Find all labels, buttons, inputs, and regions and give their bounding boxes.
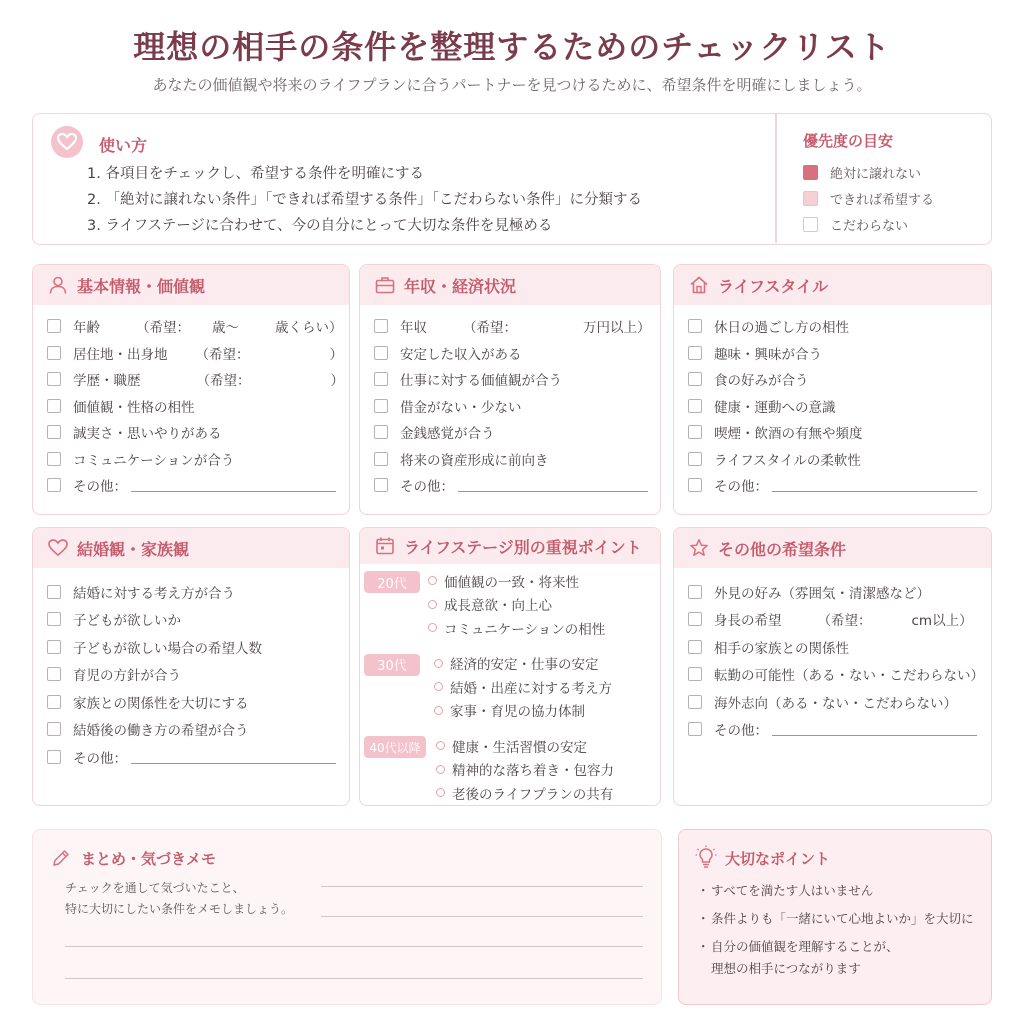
stage-point — [434, 652, 612, 676]
item-label: 身長の希望 — [714, 613, 782, 630]
item-hint: ） — [329, 346, 343, 363]
stage-point-text: 健康・生活習慣の安定 — [452, 739, 587, 756]
item-label: ライフスタイルの柔軟性 — [714, 452, 861, 469]
card-header — [33, 265, 349, 305]
stage-point — [434, 675, 612, 699]
memo-line: チェックを通して気づいたこと、 — [65, 881, 245, 895]
memo-write-line[interactable] — [65, 946, 643, 947]
stage-point-text: 経済的安定・仕事の安定 — [450, 657, 599, 674]
priority-label: できれば希望する — [830, 192, 935, 208]
checklist-item — [47, 743, 349, 771]
item-label: 外見の好み（雰囲気・清潔感など） — [714, 585, 930, 602]
checkbox[interactable] — [688, 722, 702, 736]
item-label: 子どもが欲しい場合の希望人数 — [73, 640, 262, 657]
checkbox[interactable] — [47, 695, 61, 709]
item-label: 価値観・性格の相性 — [73, 399, 195, 416]
checklist-item — [47, 633, 349, 661]
checklist-item — [688, 472, 991, 499]
checkbox[interactable] — [47, 372, 61, 386]
card-life-stages — [359, 527, 661, 806]
checklist-item — [47, 366, 349, 393]
key-point-text: 理想の相手につながります — [711, 961, 861, 976]
usage-step: 3. ライフステージに合わせて、今の自分にとって大切な条件を見極める — [87, 218, 553, 234]
checkbox[interactable] — [688, 667, 702, 681]
checklist-item — [688, 716, 991, 744]
checkbox[interactable] — [688, 612, 702, 626]
item-label: 将来の資産形成に前向き — [400, 452, 549, 469]
card-basic-info — [32, 264, 350, 515]
circle-bullet-icon — [428, 576, 437, 585]
checkbox[interactable] — [374, 478, 388, 492]
briefcase-icon — [374, 274, 396, 296]
checklist-item — [688, 366, 991, 393]
checkbox[interactable] — [47, 750, 61, 764]
write-in-line[interactable] — [131, 750, 336, 764]
stage-point-text: コミュニケーションの相性 — [444, 621, 606, 638]
checklist-item — [374, 340, 660, 367]
stage-point-text: 精神的な落ち着き・包容力 — [452, 763, 614, 780]
checkbox[interactable] — [47, 319, 61, 333]
stage-badge: 40代以降 — [364, 736, 426, 758]
key-point: ・ すべてを満たす人はいません — [697, 880, 974, 902]
usage-step: 2. 「絶対に譲れない条件」「できれば希望する条件」「こだわらない条件」に分類する — [87, 192, 642, 208]
priority-swatch-high — [803, 165, 818, 180]
page-subtitle: あなたの価値観や将来のライフプランに合うパートナーを見つけるために、希望条件を明確にしましょう。 — [152, 76, 872, 94]
item-label: 安定した収入がある — [400, 346, 522, 363]
item-label: 金銭感覚が合う — [400, 426, 495, 443]
checklist-item — [47, 446, 349, 473]
checkbox[interactable] — [47, 399, 61, 413]
write-in-line[interactable] — [131, 478, 336, 492]
checkbox[interactable] — [47, 478, 61, 492]
card-marriage — [32, 527, 350, 806]
usage-panel — [32, 113, 992, 245]
usage-title: 使い方 — [99, 136, 148, 155]
stage-point-text: 価値観の一致・将来性 — [444, 574, 579, 591]
checkbox[interactable] — [47, 722, 61, 736]
checklist-item — [47, 313, 349, 340]
key-point-continuation — [697, 958, 974, 980]
checklist-item — [47, 578, 349, 606]
stage-group-30s — [360, 652, 660, 723]
write-in-line[interactable] — [458, 478, 648, 492]
checklist-item — [47, 393, 349, 420]
stage-point — [428, 569, 605, 593]
stage-point-text: 成長意欲・向上心 — [444, 598, 552, 615]
priority-label: 絶対に譲れない — [830, 166, 922, 182]
checkbox[interactable] — [688, 695, 702, 709]
checklist-item — [374, 419, 660, 446]
lightbulb-icon — [695, 845, 717, 873]
card-title: 結婚観・家族観 — [77, 539, 190, 559]
circle-bullet-icon — [434, 659, 443, 668]
card-title: 年収・経済状況 — [404, 276, 517, 296]
checklist-item — [688, 340, 991, 367]
checklist-item — [688, 688, 991, 716]
card-title: その他の希望条件 — [718, 539, 847, 559]
item-label: 相手の家族との関係性 — [714, 640, 849, 657]
item-label: その他： — [400, 479, 454, 496]
checkbox[interactable] — [688, 640, 702, 654]
checklist-item — [688, 606, 991, 634]
checklist-item — [688, 661, 991, 689]
card-lifestyle — [673, 264, 992, 515]
stage-badge: 20代 — [364, 571, 420, 593]
key-point: ・ 自分の価値観を理解することが、 — [697, 936, 974, 958]
stage-group-20s — [360, 569, 660, 640]
checklist-item — [47, 716, 349, 744]
checklist-item — [374, 393, 660, 420]
item-label: 結婚に対する考え方が合う — [73, 585, 235, 602]
checklist-item — [47, 606, 349, 634]
stage-point — [436, 758, 614, 782]
checklist-item — [47, 688, 349, 716]
checklist-item — [47, 419, 349, 446]
card-header — [33, 528, 349, 568]
item-label: 年収 — [400, 320, 427, 337]
checklist-item — [374, 472, 660, 499]
priority-row — [803, 211, 934, 237]
item-hint: 歳〜 — [212, 320, 239, 337]
item-hint: （希望： — [463, 320, 517, 337]
checkbox[interactable] — [374, 399, 388, 413]
item-label: 年齢 — [73, 320, 100, 337]
card-other-conditions — [673, 527, 992, 806]
usage-step: 1. 各項目をチェックし、希望する条件を明確にする — [87, 166, 425, 182]
stage-badge: 30代 — [364, 654, 420, 676]
key-point-text: 条件よりも「一緒にいて心地よいか」を大切に — [711, 911, 974, 926]
checkbox[interactable] — [47, 346, 61, 360]
usage-steps — [87, 161, 642, 239]
checklist-item — [374, 313, 660, 340]
checkbox[interactable] — [688, 372, 702, 386]
memo-panel — [32, 829, 662, 1005]
checkbox[interactable] — [688, 452, 702, 466]
item-label: 子どもが欲しいか — [73, 613, 181, 630]
item-label: その他： — [714, 723, 768, 740]
circle-bullet-icon — [434, 706, 443, 715]
priority-swatch-mid — [803, 191, 818, 206]
circle-bullet-icon — [428, 600, 437, 609]
checklist-item — [374, 446, 660, 473]
item-label: 喫煙・飲酒の有無や頻度 — [714, 426, 863, 443]
priority-title: 優先度の目安 — [803, 132, 894, 150]
checklist-item — [47, 472, 349, 499]
checklist-item — [688, 446, 991, 473]
checkbox[interactable] — [688, 346, 702, 360]
priority-row — [803, 185, 934, 211]
checklist-item — [47, 661, 349, 689]
item-label: 結婚後の働き方の希望が合う — [73, 723, 249, 740]
checkbox[interactable] — [374, 425, 388, 439]
item-label: 家族との関係性を大切にする — [73, 695, 249, 712]
item-hint: cm以上） — [911, 613, 973, 630]
circle-bullet-icon — [436, 788, 445, 797]
star-icon — [688, 537, 710, 559]
page-title: 理想の相手の条件を整理するためのチェックリスト — [133, 28, 891, 66]
item-hint: 万円以上） — [583, 320, 651, 337]
item-label: コミュニケーションが合う — [73, 452, 235, 469]
priority-legend — [803, 130, 934, 237]
card-title: ライフステージ別の重視ポイント — [404, 537, 642, 557]
checkbox[interactable] — [47, 452, 61, 466]
checkbox[interactable] — [47, 585, 61, 599]
divider — [775, 114, 777, 243]
checkbox[interactable] — [688, 319, 702, 333]
checkbox[interactable] — [688, 425, 702, 439]
item-label: 転勤の可能性（ある・ない・こだわらない） — [714, 668, 984, 685]
item-label: 仕事に対する価値観が合う — [400, 373, 562, 390]
write-in-line[interactable] — [772, 722, 977, 736]
key-point-text: 自分の価値観を理解することが、 — [711, 939, 899, 954]
memo-write-line[interactable] — [321, 916, 643, 917]
checklist-item — [688, 578, 991, 606]
item-label: その他： — [73, 479, 127, 496]
item-label: 居住地・出身地 — [73, 346, 168, 363]
item-hint: （希望： — [195, 346, 250, 363]
item-label: 育児の方針が合う — [73, 668, 181, 685]
item-label: 学歴・職歴 — [73, 373, 141, 390]
item-hint: 歳くらい） — [275, 320, 343, 337]
write-in-line[interactable] — [772, 478, 977, 492]
person-icon — [47, 274, 69, 296]
card-header — [674, 265, 991, 305]
stage-point — [436, 781, 614, 805]
memo-line: 特に大切にしたい条件をメモしましょう。 — [65, 902, 294, 916]
item-hint: （希望： — [136, 320, 190, 337]
circle-bullet-icon — [436, 741, 445, 750]
memo-write-line[interactable] — [65, 978, 643, 979]
checklist-item — [688, 633, 991, 661]
circle-bullet-icon — [428, 623, 437, 632]
checkbox[interactable] — [688, 399, 702, 413]
item-label: 休日の過ごし方の相性 — [714, 320, 849, 337]
stage-point — [428, 616, 605, 640]
checkbox[interactable] — [374, 319, 388, 333]
item-label: 海外志向（ある・ない・こだわらない） — [714, 695, 957, 712]
checkbox[interactable] — [47, 667, 61, 681]
item-label: 借金がない・少ない — [400, 399, 522, 416]
checkbox[interactable] — [688, 478, 702, 492]
checklist-item — [688, 393, 991, 420]
heart-outline-icon — [47, 537, 69, 559]
item-label: 食の好みが合う — [714, 373, 809, 390]
stage-point — [434, 699, 612, 723]
key-point-text: すべてを満たす人はいません — [711, 883, 874, 898]
item-label: 誠実さ・思いやりがある — [73, 426, 222, 443]
priority-swatch-low — [803, 217, 818, 232]
circle-bullet-icon — [436, 765, 445, 774]
heart-icon — [51, 126, 83, 158]
priority-label: こだわらない — [830, 218, 909, 234]
checkbox[interactable] — [688, 585, 702, 599]
card-header — [360, 265, 660, 305]
checkbox[interactable] — [374, 346, 388, 360]
memo-title: まとめ・気づきメモ — [81, 850, 217, 868]
item-label: その他： — [73, 750, 127, 767]
checkbox[interactable] — [47, 612, 61, 626]
stage-group-40s — [360, 734, 660, 805]
stage-point-text: 家事・育児の協力体制 — [450, 704, 585, 721]
house-icon — [688, 274, 710, 296]
circle-bullet-icon — [434, 682, 443, 691]
card-title: 基本情報・価値観 — [77, 276, 206, 296]
item-label: その他： — [714, 479, 768, 496]
memo-write-line[interactable] — [321, 886, 643, 887]
checkbox[interactable] — [374, 452, 388, 466]
calendar-icon — [374, 535, 396, 557]
checkbox[interactable] — [47, 640, 61, 654]
key-points-title: 大切なポイント — [725, 850, 831, 868]
stage-point — [428, 593, 605, 617]
memo-instructions — [65, 878, 293, 920]
card-header — [360, 528, 660, 564]
item-hint: （希望： — [196, 373, 251, 390]
checklist-item — [688, 419, 991, 446]
stage-point-text: 結婚・出産に対する考え方 — [450, 680, 612, 697]
card-title: ライフスタイル — [718, 276, 829, 296]
checklist-item — [374, 366, 660, 393]
item-label: 趣味・興味が合う — [714, 346, 822, 363]
priority-row — [803, 159, 934, 185]
stage-point — [436, 734, 614, 758]
card-income — [359, 264, 661, 515]
checklist-item — [47, 340, 349, 367]
checklist-item — [688, 313, 991, 340]
pencil-icon — [51, 848, 71, 872]
item-hint: ） — [330, 373, 344, 390]
checkbox[interactable] — [47, 425, 61, 439]
stage-point-text: 老後のライフプランの共有 — [452, 786, 614, 803]
item-hint: （希望： — [817, 613, 872, 630]
card-header — [674, 528, 991, 568]
key-point: ・ 条件よりも「一緒にいて心地よいか」を大切に — [697, 908, 974, 930]
key-points-panel — [678, 829, 992, 1005]
checkbox[interactable] — [374, 372, 388, 386]
item-label: 健康・運動への意識 — [714, 399, 836, 416]
